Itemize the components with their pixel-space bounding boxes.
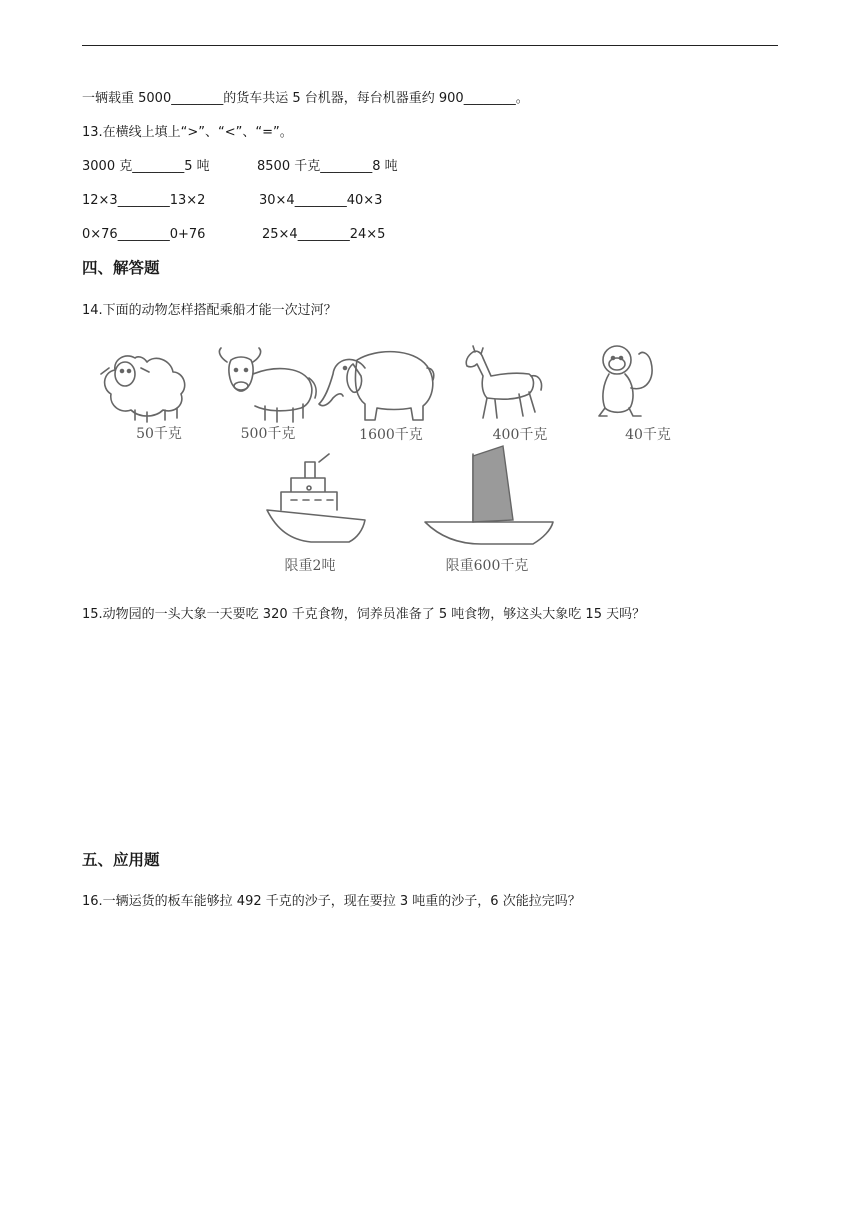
ship-icon (267, 454, 365, 542)
monkey-icon (599, 346, 652, 416)
figure-svg (95, 338, 695, 582)
animal-weight-label: 50千克 (136, 426, 182, 442)
animals-boats-figure (95, 338, 695, 582)
section-heading-4: 四、解答题 (82, 259, 160, 277)
comparison-item: 12×3________13×2 (82, 193, 206, 208)
boat-limit-label: 限重600千克 (445, 558, 529, 574)
comparison-item: 3000 克________5 吨 (82, 159, 210, 174)
question-14-prompt: 14.下面的动物怎样搭配乘船才能一次过河？ (82, 303, 337, 318)
animal-weight-label: 1600千克 (359, 427, 423, 443)
boat-limit-label: 限重2吨 (284, 558, 336, 574)
animal-weight-label: 40千克 (625, 427, 671, 443)
comparison-item: 30×4________40×3 (259, 193, 383, 208)
animal-weight-label: 500千克 (240, 426, 296, 442)
question-15-prompt: 15.动物园的一头大象一天要吃 320 千克食物，饲养员准备了 5 吨食物，够这头大象吃 15 天吗？ (82, 607, 646, 622)
sail-shape (473, 446, 513, 522)
horse-icon (466, 346, 541, 418)
question-16-prompt: 16.一辆运货的板车能够拉 492 千克的沙子，现在要拉 3 吨重的沙子，6 次能拉完吗？ (82, 894, 581, 909)
animal-weight-label: 400千克 (492, 427, 548, 443)
question-13-prompt: 13.在横线上填上“>”、“<”、“=”。 (82, 125, 293, 140)
elephant-icon (319, 352, 434, 420)
comparison-item: 25×4________24×5 (262, 227, 386, 242)
comparison-item: 8500 千克________8 吨 (257, 159, 398, 174)
section-heading-5: 五、应用题 (82, 851, 160, 869)
question-12-text: 一辆载重 5000________的货车共运 5 台机器，每台机器重约 900________。 (82, 91, 529, 106)
header-rule (82, 45, 778, 46)
cow-icon (219, 348, 316, 422)
comparison-item: 0×76________0+76 (82, 227, 206, 242)
sheep-icon (101, 356, 185, 422)
